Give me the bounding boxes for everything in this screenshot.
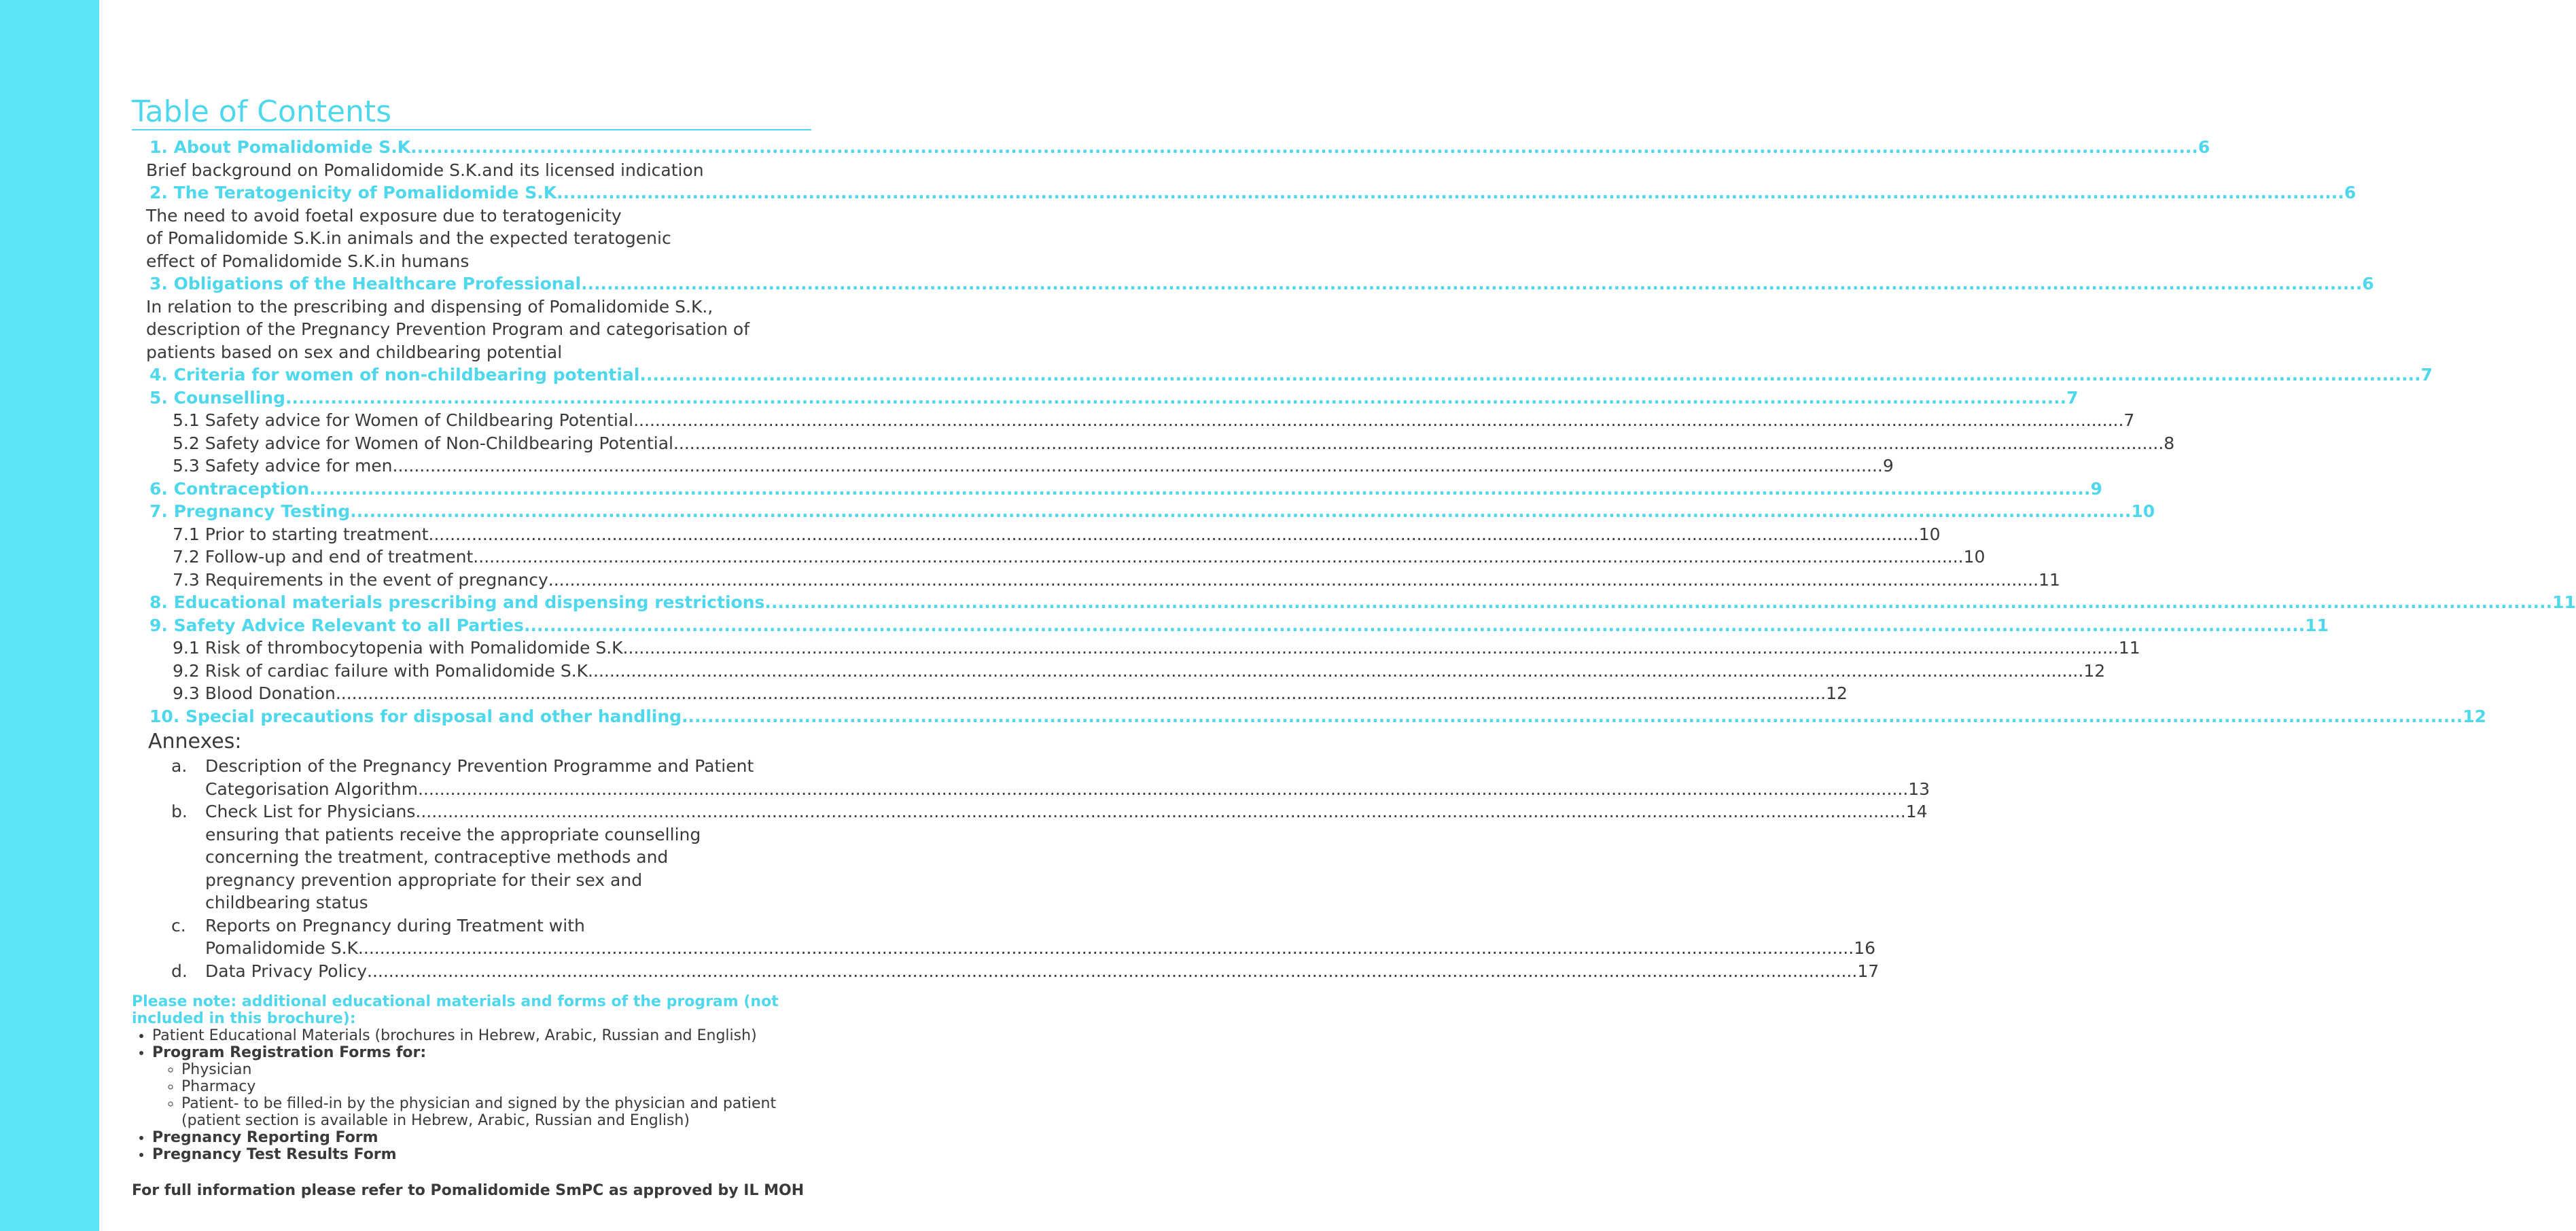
- toc-leader-dots: [581, 272, 2362, 296]
- toc-description: Brief background on Pomalidomide S.K.and its licensed indication: [146, 160, 704, 180]
- toc-page-number: 6: [2362, 274, 2374, 293]
- toc-description: description of the Pregnancy Prevention Program and categorisation of: [146, 319, 750, 339]
- annex-body: [205, 960, 1879, 983]
- toc-entry-text: 9. Safety Advice Relevant to all Parties: [149, 615, 524, 635]
- toc-page-number: 6: [2198, 137, 2210, 157]
- toc-heading: [149, 591, 2576, 614]
- toc-entry-text: 7.1 Prior to starting treatment: [173, 524, 429, 544]
- annex-page-number: 16: [1854, 938, 1875, 958]
- toc-page-number: 9: [2090, 478, 2102, 499]
- toc-leader-dots: [524, 614, 2305, 637]
- forms-sublist: [152, 1061, 811, 1129]
- toc-leader-dots: [336, 682, 1826, 705]
- annex-entry-text: Categorisation Algorithm: [205, 779, 418, 799]
- toc-page-number: 9: [1882, 456, 1894, 476]
- toc-subentry: [173, 682, 1848, 705]
- toc-description: effect of Pomalidomide S.K.in humans: [146, 251, 470, 271]
- toc-entry-text: 5.2 Safety advice for Women of Non-Childbearing Potential: [173, 433, 673, 453]
- toc-page-number: 12: [2463, 706, 2487, 726]
- toc-leader-dots: [367, 960, 1857, 983]
- toc-leader-dots: [418, 778, 1908, 801]
- annex-line: concerning the treatment, contraceptive methods and: [205, 847, 669, 867]
- toc-heading: [149, 363, 2433, 387]
- toc-entry-text: 3. Obligations of the Healthcare Professional: [149, 274, 582, 293]
- toc-heading: [149, 181, 2357, 204]
- annex-body: [205, 755, 1930, 800]
- annex-item: [171, 914, 1875, 960]
- annex-item: [171, 755, 1930, 800]
- toc-heading: [149, 500, 2155, 523]
- annex-entry: [205, 937, 1875, 960]
- annex-line: Reports on Pregnancy during Treatment with: [205, 915, 585, 935]
- toc-entry-text: 9.3 Blood Donation: [173, 683, 336, 703]
- annex-body: [205, 914, 1875, 960]
- toc-subentry: [173, 569, 2060, 592]
- list-item: [152, 1044, 811, 1129]
- annex-letter: d.: [171, 961, 188, 981]
- materials-list: [132, 1027, 811, 1163]
- toc-leader-dots: [633, 409, 2123, 432]
- annexes-title: Annexes:: [148, 730, 242, 753]
- toc-page-number: 11: [2305, 615, 2329, 635]
- toc-page-number: 7: [2123, 410, 2135, 430]
- toc-page-number: 7: [2066, 387, 2079, 408]
- toc-leader-dots: [364, 937, 1854, 960]
- toc-entry-text: 10. Special precautions for disposal and other handling: [149, 706, 682, 726]
- list-item-label: Program Registration Forms for:: [152, 1044, 427, 1061]
- annex-item: [171, 800, 1928, 914]
- footer-text: For full information please refer to Pomalidomide SmPC as approved by IL MOH: [132, 1182, 805, 1199]
- annex-line: childbearing status: [205, 893, 368, 912]
- toc-leader-dots: [639, 363, 2420, 387]
- toc-heading: [149, 136, 2210, 159]
- toc-entry-text: 8. Educational materials prescribing and dispensing restrictions.: [149, 592, 771, 612]
- annex-line: pregnancy prevention appropriate for their sex and: [205, 870, 643, 890]
- list-item: • Patient Educational Materials (brochures in Hebrew, Arabic, Russian and English): [152, 1027, 811, 1044]
- toc-leader-dots: [393, 454, 1883, 478]
- toc-heading: [149, 705, 2487, 728]
- toc-page-number: 10: [2131, 501, 2155, 521]
- toc-entry-text: 5.1 Safety advice for Women of Childbearing Potential: [173, 410, 634, 430]
- toc-subentry: [173, 546, 1986, 569]
- list-item: ◦ Patient- to be filled-in by the physician and signed by the physician and patient (patient section is available in Hebrew, Arabic, Russian and English): [181, 1095, 811, 1129]
- sidebar-band: [0, 0, 99, 1231]
- toc-page-number: 6: [2344, 183, 2357, 202]
- annex-entry-text: Pomalidomide S.K.: [205, 938, 364, 958]
- toc-leader-dots: [350, 500, 2131, 523]
- list-item: • Pregnancy Reporting Form: [152, 1129, 811, 1146]
- toc-entry-text: 7.3 Requirements in the event of pregnancy: [173, 569, 548, 590]
- annex-letter: b.: [171, 802, 188, 821]
- toc-entry-text: 2. The Teratogenicity of Pomalidomide S.K.: [149, 183, 563, 202]
- toc-subentry: [173, 432, 2175, 455]
- toc-description: The need to avoid foetal exposure due to teratogenicity: [146, 205, 622, 226]
- toc-subentry: [173, 454, 1894, 478]
- annex-line: ensuring that patients receive the appropriate counselling: [205, 824, 701, 844]
- annex-line: Description of the Pregnancy Prevention Programme and Patient: [205, 756, 754, 776]
- toc-page-number: 10: [1963, 547, 1986, 567]
- annex-entry: [205, 800, 1928, 823]
- toc-page-number: 12: [2083, 660, 2106, 681]
- annex-page-number: 17: [1857, 961, 1880, 981]
- toc-entry-text: 6. Contraception: [149, 478, 310, 499]
- toc-heading: [149, 272, 2374, 296]
- toc-page-number: 7: [2420, 365, 2433, 385]
- list-item: • Pregnancy Test Results Form: [152, 1146, 811, 1163]
- annex-letter: c.: [171, 915, 186, 935]
- toc-leader-dots: [415, 800, 1905, 823]
- toc-page-number: 10: [1918, 524, 1941, 544]
- toc-subentry: [173, 409, 2135, 432]
- toc-entry-text: 7. Pregnancy Testing: [149, 501, 351, 521]
- toc-page-number: 11: [2118, 638, 2140, 658]
- toc-entry-text: 9.2 Risk of cardiac failure with Pomalidomide S.K.: [173, 660, 594, 681]
- toc-title: Table of Contents: [132, 95, 811, 130]
- toc-entry-text: 5.3 Safety advice for men: [173, 456, 393, 476]
- toc-leader-dots: [309, 478, 2090, 501]
- toc-leader-dots: [428, 523, 1918, 546]
- toc-subentry: [173, 637, 2140, 660]
- toc-description: patients based on sex and childbearing potential: [146, 342, 563, 362]
- toc-subentry: [173, 660, 2106, 683]
- toc-leader-dots: [285, 387, 2066, 410]
- toc-page-number: 11: [2039, 569, 2060, 590]
- annex-letter: a.: [171, 756, 188, 776]
- annex-entry-text: Check List for Physicians: [205, 802, 416, 821]
- toc-heading: [149, 387, 2079, 410]
- toc-entry-text: 4. Criteria for women of non-childbearing potential: [149, 365, 640, 385]
- toc-entry-text: 5. Counselling: [149, 387, 285, 408]
- toc-heading: [149, 478, 2102, 501]
- annex-entry: [205, 778, 1930, 801]
- toc-heading: [149, 614, 2329, 637]
- toc-leader-dots: [473, 546, 1963, 569]
- toc-leader-dots: [673, 432, 2164, 455]
- annex-page-number: 13: [1908, 779, 1930, 799]
- annex-item: [171, 960, 1880, 983]
- annexes-list: [171, 755, 1930, 982]
- toc-description: In relation to the prescribing and dispensing of Pomalidomide S.K.,: [146, 296, 713, 317]
- toc-description: of Pomalidomide S.K.in animals and the expected teratogenic: [146, 228, 671, 248]
- toc-leader-dots: [563, 181, 2344, 204]
- list-item: ◦ Pharmacy: [181, 1078, 811, 1095]
- annex-body: [205, 800, 1928, 914]
- toc-leader-dots: [593, 660, 2083, 683]
- annex-entry-text: Data Privacy Policy: [205, 961, 368, 981]
- toc-page-number: 8: [2164, 433, 2175, 453]
- toc-entry-text: 1. About Pomalidomide S.K.: [149, 137, 417, 157]
- toc-leader-dots: [417, 136, 2198, 159]
- annex-page-number: 14: [1905, 802, 1928, 821]
- annex-entry: [205, 960, 1879, 983]
- note-text: Please note: additional educational materials and forms of the program (not included in this brochure):: [132, 993, 779, 1027]
- toc-leader-dots: [629, 637, 2119, 660]
- toc-page-number: 12: [1826, 683, 1848, 703]
- toc-leader-dots: [771, 591, 2552, 614]
- toc-entry-text: 7.2 Follow-up and end of treatment: [173, 547, 474, 567]
- toc-page-number: 11: [2552, 592, 2576, 612]
- toc-entries: [146, 136, 2576, 728]
- toc-entry-text: 9.1 Risk of thrombocytopenia with Pomalidomide S.K.: [173, 638, 629, 658]
- toc-leader-dots: [548, 569, 2039, 592]
- document-content: [132, 94, 2576, 1199]
- toc-leader-dots: [682, 705, 2463, 728]
- list-item: ◦ Physician: [181, 1061, 811, 1078]
- toc-subentry: [173, 523, 1941, 546]
